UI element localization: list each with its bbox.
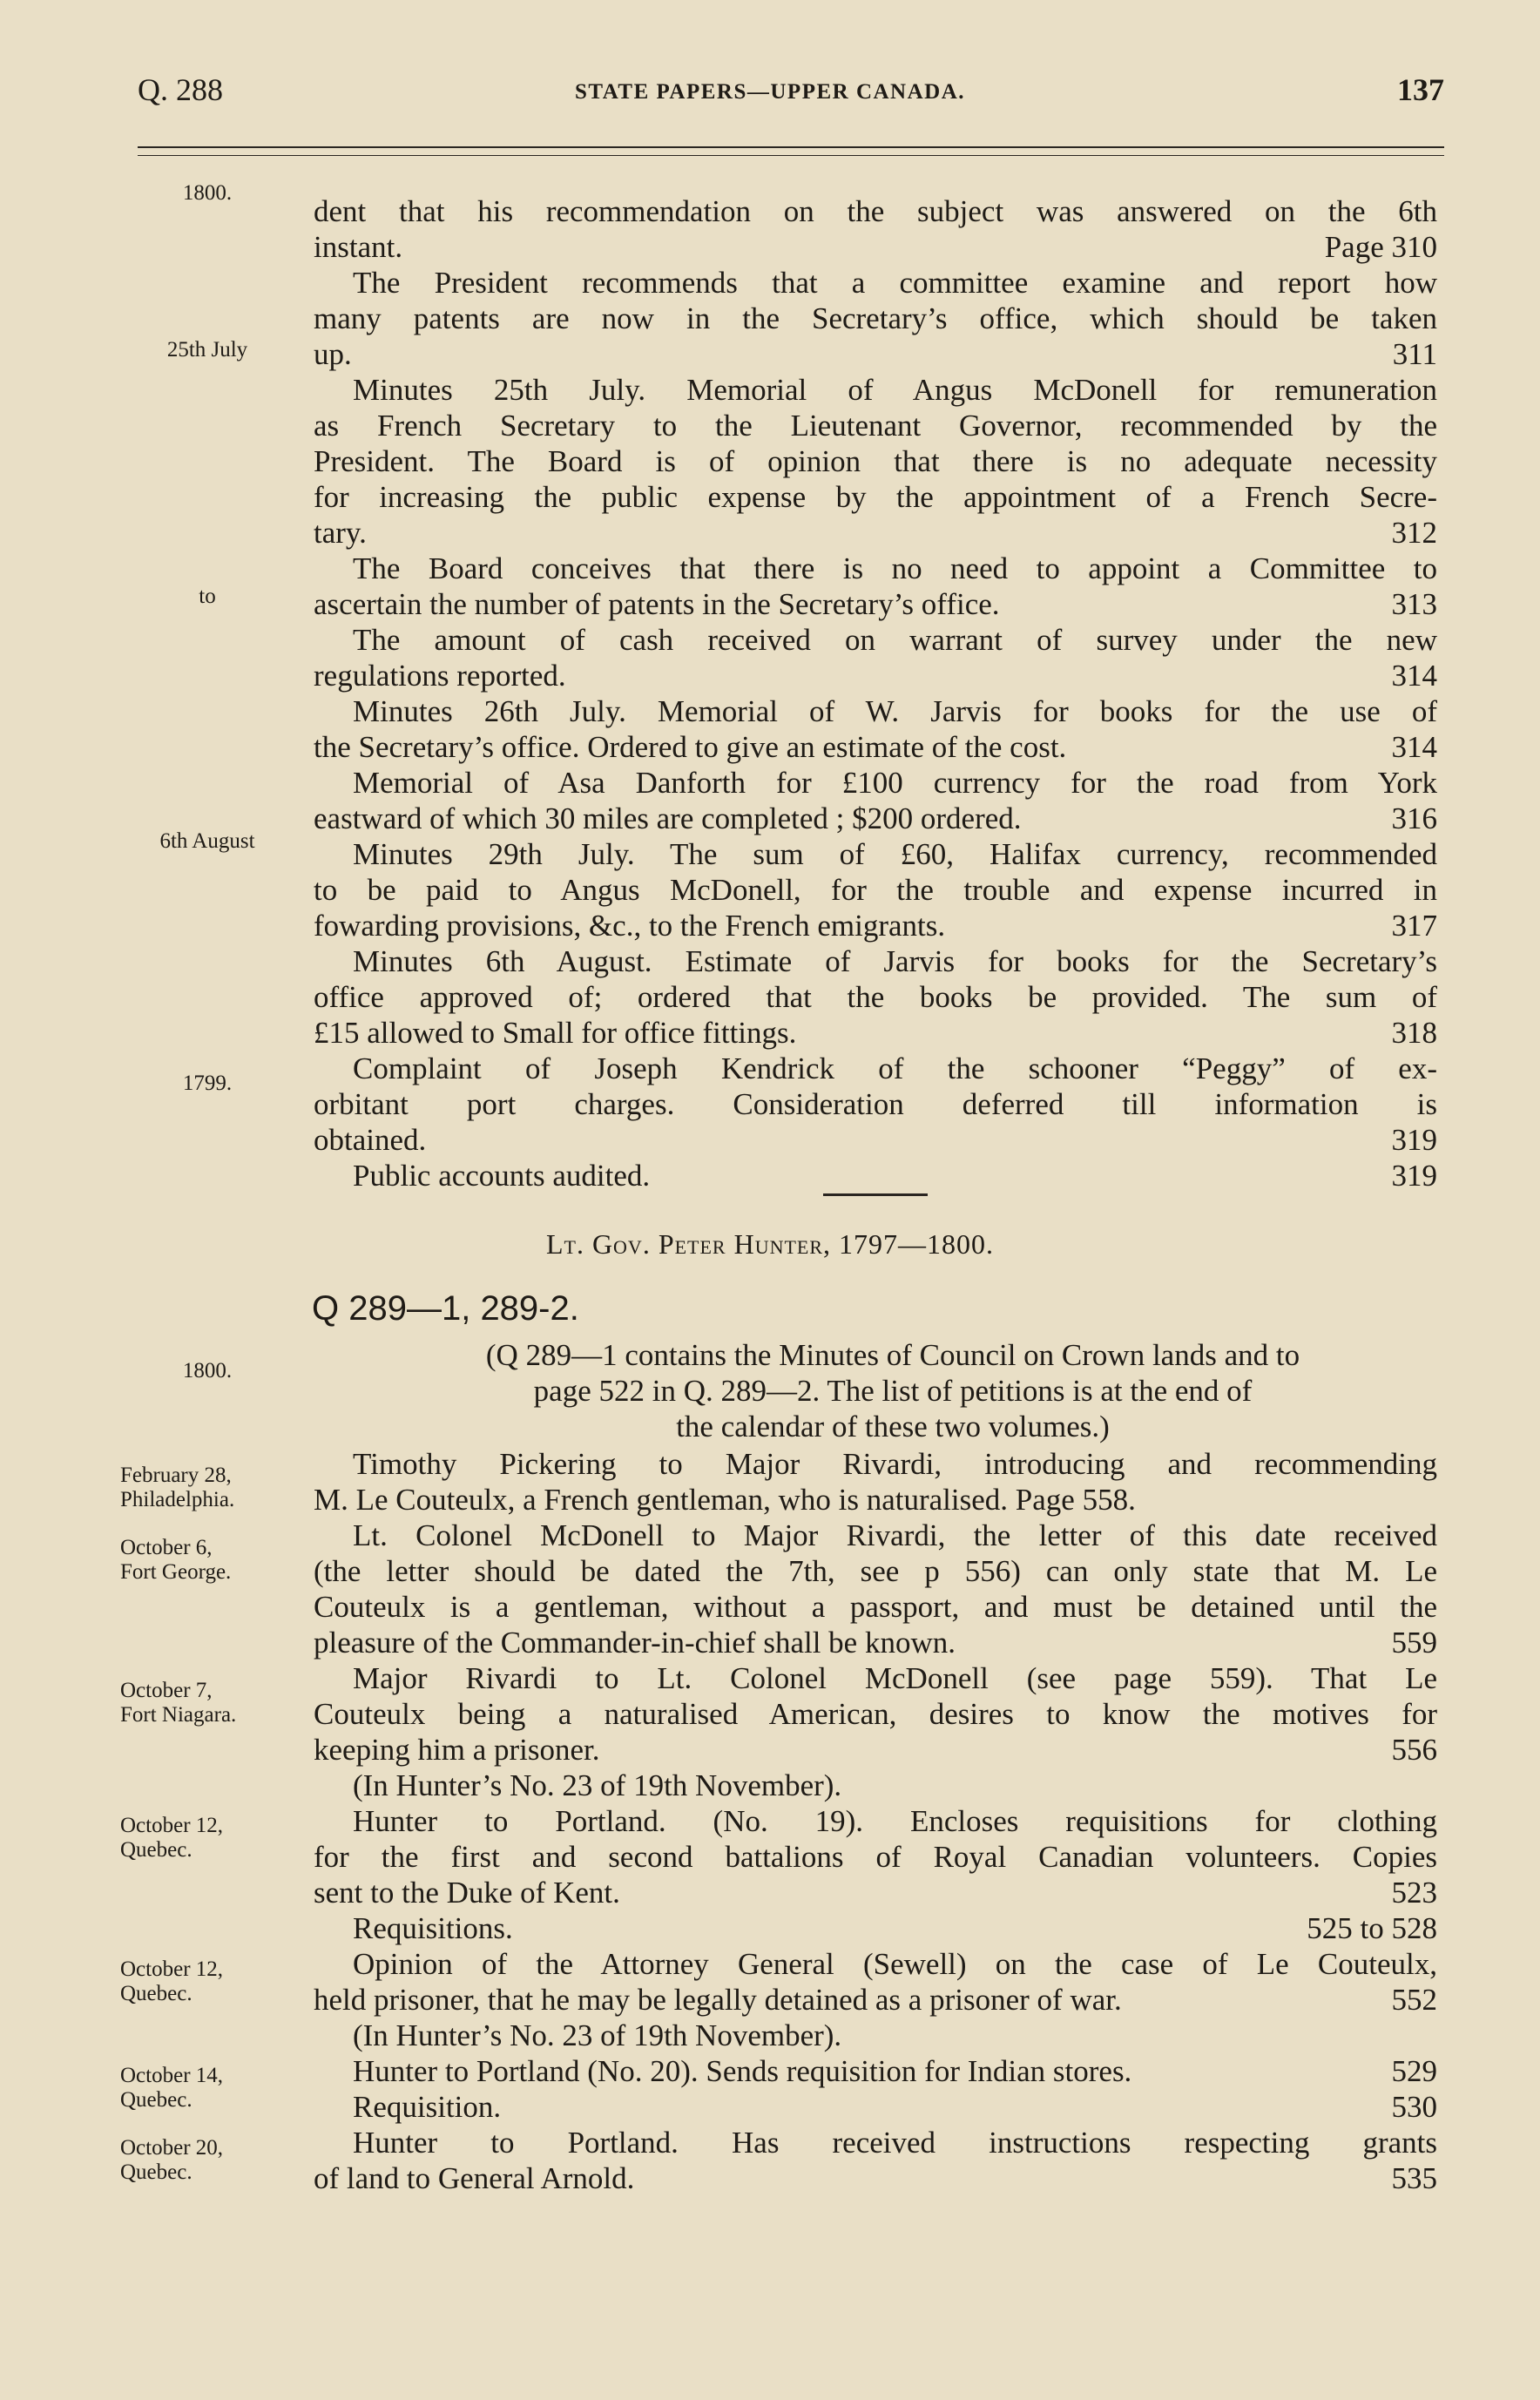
entry-line <box>314 943 1437 979</box>
page-reference: 556 <box>1391 1733 1437 1767</box>
calendar-entry <box>314 2053 1437 2089</box>
entry-line <box>314 301 1437 336</box>
entry-line <box>314 265 1437 301</box>
entry-line <box>314 2018 1437 2053</box>
entry-line <box>314 229 1437 265</box>
calendar-entry <box>314 193 1437 265</box>
entry-line <box>314 408 1437 443</box>
margin-date-place: October 12, Quebec. <box>120 1957 224 2005</box>
page-reference: 559 <box>1391 1626 1437 1660</box>
entry-text: Minutes 6th August. Estimate of Jarvis for books for the Secretary’s <box>353 944 1437 978</box>
calendar-entry <box>314 2089 1437 2125</box>
calendar-entry <box>314 836 1437 943</box>
page-reference: Page 310 <box>1324 230 1437 264</box>
entry-text: orbitant port charges. Consideration deferred till information is <box>314 1087 1437 1121</box>
entry-text: M. Le Couteulx, a French gentleman, who is naturalised. Page 558. <box>314 1483 1136 1517</box>
margin-date-place: October 6, Fort George. <box>120 1536 232 1584</box>
entry-text: fowarding provisions, &c., to the French emigrants. <box>314 909 946 943</box>
entry-text: The President recommends that a committee examine and report how <box>353 266 1437 300</box>
entry-line <box>314 979 1437 1015</box>
entry-line <box>314 1732 1437 1768</box>
margin-year: 1800. <box>182 181 233 205</box>
entry-line <box>314 872 1437 908</box>
page-reference: 529 <box>1391 2054 1437 2088</box>
entry-line <box>314 1839 1437 1875</box>
entry-text: sent to the Duke of Kent. <box>314 1876 620 1910</box>
calendar-entry <box>314 1158 1437 1193</box>
entry-text: Requisitions. <box>353 1911 513 1945</box>
page-reference: 319 <box>1391 1123 1437 1157</box>
calendar-entry <box>314 1446 1437 1518</box>
entry-text: for the first and second battalions of Royal Canadian volunteers. Copies <box>314 1840 1437 1874</box>
entry-text: £15 allowed to Small for office fittings. <box>314 1016 797 1050</box>
entry-text: held prisoner, that he may be legally detained as a prisoner of war. <box>314 1983 1122 2017</box>
calendar-entry <box>314 372 1437 551</box>
entry-text: of land to General Arnold. <box>314 2161 635 2195</box>
page-reference: 523 <box>1391 1876 1437 1910</box>
calendar-entry <box>314 1660 1437 1768</box>
entry-line <box>314 586 1437 622</box>
page-reference: 535 <box>1391 2161 1437 2195</box>
entry-line <box>314 551 1437 586</box>
entry-line <box>314 1446 1437 1482</box>
entry-text: Lt. Colonel McDonell to Major Rivardi, the letter of this date received <box>353 1518 1437 1552</box>
header-rule-thin <box>138 155 1444 156</box>
entry-line <box>314 1946 1437 1982</box>
calendar-entry <box>314 622 1437 693</box>
calendar-entry <box>314 2125 1437 2196</box>
page-reference: 530 <box>1391 2090 1437 2124</box>
entry-line <box>314 658 1437 693</box>
entry-text: Hunter to Portland (No. 20). Sends requisition for Indian stores. <box>353 2054 1132 2088</box>
entry-text: regulations reported. <box>314 659 566 693</box>
calendar-entry <box>314 943 1437 1051</box>
margin-year: 1800. <box>182 1359 233 1383</box>
calendar-entry <box>314 1803 1437 1910</box>
margin-date-place: February 28, Philadelphia. <box>120 1464 235 1511</box>
entry-line <box>314 908 1437 943</box>
entry-line <box>314 1803 1437 1839</box>
entry-text: Memorial of Asa Danforth for £100 currency for the road from York <box>353 766 1437 800</box>
entry-line <box>314 1122 1437 1158</box>
calendar-entry <box>314 1768 1437 1803</box>
entry-text: Hunter to Portland. (No. 19). Encloses requisitions for clothing <box>353 1804 1437 1838</box>
entry-line <box>314 765 1437 801</box>
entry-text: many patents are now in the Secretary’s office, which should be taken <box>314 301 1437 335</box>
entry-text: as French Secretary to the Lieutenant Governor, recommended by the <box>314 409 1437 443</box>
entry-text: instant. <box>314 230 403 264</box>
entry-text: dent that his recommendation on the subject was answered on the 6th <box>314 194 1437 228</box>
running-title: STATE PAPERS—UPPER CANADA. <box>574 80 966 104</box>
entry-line <box>314 1589 1437 1625</box>
volume-reference: Q. 288 <box>138 72 223 107</box>
entry-text: Timothy Pickering to Major Rivardi, introducing and recommending <box>353 1447 1437 1481</box>
entry-text: Couteulx is a gentleman, without a passport, and must be detained until the <box>314 1590 1437 1624</box>
entry-line <box>314 693 1437 729</box>
entry-line <box>314 1625 1437 1660</box>
entry-text: to be paid to Angus McDonell, for the trouble and expense incurred in <box>314 873 1437 907</box>
entry-line <box>314 193 1437 229</box>
page-reference: 314 <box>1391 659 1437 693</box>
page-reference: 311 <box>1392 337 1437 371</box>
calendar-entry <box>314 765 1437 836</box>
calendar-entry <box>314 2018 1437 2053</box>
entry-text: (In Hunter’s No. 23 of 19th November). <box>353 1768 842 1802</box>
entry-line <box>314 1982 1437 2018</box>
page-reference: 318 <box>1391 1016 1437 1050</box>
entry-line <box>314 1482 1437 1518</box>
entry-line <box>314 729 1437 765</box>
entry-line <box>314 2125 1437 2160</box>
entry-line <box>314 1696 1437 1732</box>
entry-line <box>314 1158 1437 1193</box>
section-divider <box>823 1193 928 1196</box>
page-reference: 313 <box>1391 587 1437 621</box>
margin-date: 25th July <box>166 338 248 362</box>
entry-line <box>314 836 1437 872</box>
entry-line <box>314 622 1437 658</box>
entry-text: The Board conceives that there is no need to appoint a Committee to <box>353 551 1437 585</box>
margin-date-place: October 14, Quebec. <box>120 2064 224 2112</box>
entry-text: The amount of cash received on warrant of survey under the new <box>353 623 1437 657</box>
page-reference: 316 <box>1391 801 1437 835</box>
entry-line <box>314 2053 1437 2089</box>
margin-date-place: October 12, Quebec. <box>120 1814 224 1862</box>
entry-line <box>314 1875 1437 1910</box>
entry-text: eastward of which 30 miles are completed ; $200 ordered. <box>314 801 1022 835</box>
entry-text: Minutes 29th July. The sum of £60, Halifax currency, recommended <box>353 837 1437 871</box>
calendar-entry <box>314 1518 1437 1660</box>
margin-date: 6th August <box>159 829 255 853</box>
page-reference: 319 <box>1391 1159 1437 1193</box>
entry-text: tary. <box>314 516 367 550</box>
entry-line <box>314 479 1437 515</box>
calendar-entry <box>314 551 1437 622</box>
entry-text: President. The Board is of opinion that there is no adequate necessity <box>314 444 1437 478</box>
entry-line <box>314 1910 1437 1946</box>
entry-text: for increasing the public expense by the appointment of a French Secre- <box>314 480 1437 514</box>
entry-line <box>314 1086 1437 1122</box>
calendar-entry <box>314 1946 1437 2018</box>
entry-line <box>314 1051 1437 1086</box>
volume-note: (Q 289—1 contains the Minutes of Council on Crown lands and to page 522 in Q. 289—2. The list of petitions is at the end of the calendar of these two volumes.) <box>485 1338 1300 1443</box>
entry-text: obtained. <box>314 1123 427 1157</box>
entry-text: Minutes 25th July. Memorial of Angus McDonell for remuneration <box>353 373 1437 407</box>
page-reference: 317 <box>1391 909 1437 943</box>
entry-line <box>314 443 1437 479</box>
page-reference: 525 to 528 <box>1307 1911 1437 1945</box>
entry-line <box>314 515 1437 551</box>
entry-text: pleasure of the Commander-in-chief shall be known. <box>314 1626 956 1660</box>
page-reference: 314 <box>1391 730 1437 764</box>
entry-line <box>314 336 1437 372</box>
entry-text: ascertain the number of patents in the Secretary’s office. <box>314 587 1000 621</box>
entry-text: Complaint of Joseph Kendrick of the schooner “Peggy” of ex- <box>353 1051 1437 1085</box>
entry-text: the Secretary’s office. Ordered to give an estimate of the cost. <box>314 730 1067 764</box>
margin-year: 1799. <box>182 1072 233 1095</box>
entry-text: Requisition. <box>353 2090 502 2124</box>
section-title: Lt. Gov. Peter Hunter, 1797—1800. <box>545 1228 995 1260</box>
entry-line <box>314 2160 1437 2196</box>
calendar-entry <box>314 1910 1437 1946</box>
entry-text: Minutes 26th July. Memorial of W. Jarvis for books for the use of <box>353 694 1437 728</box>
entry-line <box>314 2089 1437 2125</box>
entry-line <box>314 1553 1437 1589</box>
entry-text: office approved of; ordered that the books be provided. The sum of <box>314 980 1437 1014</box>
calendar-entry <box>314 265 1437 372</box>
entry-line <box>314 1660 1437 1696</box>
entry-line <box>314 801 1437 836</box>
entry-line <box>314 1768 1437 1803</box>
entry-text: Public accounts audited. <box>353 1159 651 1193</box>
page-reference: 312 <box>1391 516 1437 550</box>
volume-heading: Q 289—1, 289-2. <box>312 1289 579 1328</box>
entry-line <box>314 1518 1437 1553</box>
entry-text: (the letter should be dated the 7th, see p 556) can only state that M. Le <box>314 1554 1437 1588</box>
page-number: 137 <box>1397 72 1444 107</box>
margin-date-place: October 20, Quebec. <box>120 2136 224 2184</box>
calendar-entry <box>314 693 1437 765</box>
calendar-entry <box>314 1051 1437 1158</box>
entry-text: keeping him a prisoner. <box>314 1733 600 1767</box>
entry-text: (In Hunter’s No. 23 of 19th November). <box>353 2018 842 2052</box>
margin-date: to <box>199 585 216 608</box>
page-reference: 552 <box>1391 1983 1437 2017</box>
entry-text: up. <box>314 337 352 371</box>
margin-date-place: October 7, Fort Niagara. <box>120 1679 237 1727</box>
header-rule <box>138 146 1444 148</box>
entry-text: Couteulx being a naturalised American, desires to know the motives for <box>314 1697 1437 1731</box>
entry-text: Hunter to Portland. Has received instructions respecting grants <box>353 2126 1437 2160</box>
entry-line <box>314 372 1437 408</box>
entry-line <box>314 1015 1437 1051</box>
entry-text: Opinion of the Attorney General (Sewell) on the case of Le Couteulx, <box>353 1947 1437 1981</box>
entry-text: Major Rivardi to Lt. Colonel McDonell (see page 559). That Le <box>353 1661 1437 1695</box>
